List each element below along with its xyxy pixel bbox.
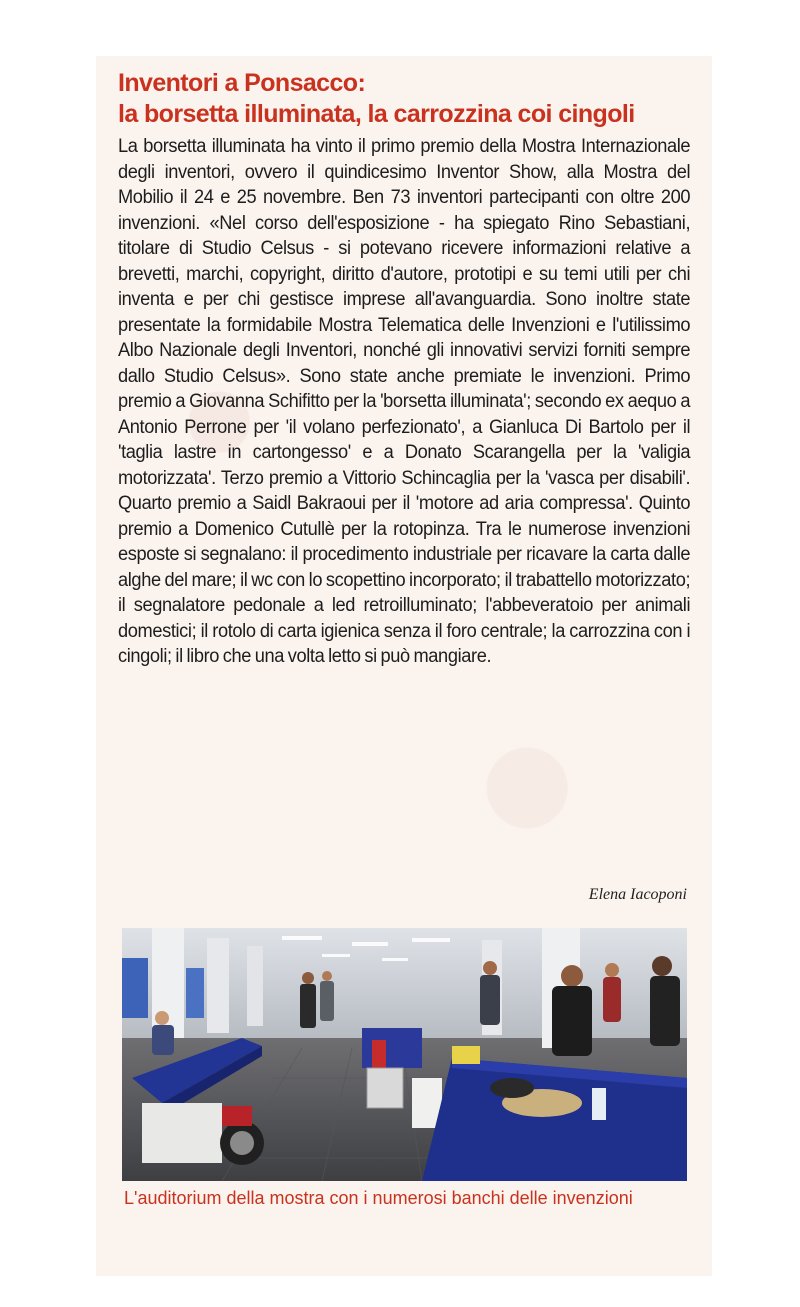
article-body: La borsetta illuminata ha vinto il primo premio della Mostra Internazionale degli inventori, ovvero il quindicesimo Inventor Show, alla Mostra del Mobilio il 24 e 25 novembre. Ben 73 inventori partecipanti con oltre 200 invenzioni. «Nel corso dell'esposizione - ha spiegato Rino Sebastiani, titolare di Studio Celsus - si potevano ricevere informazioni relative a brevetti, marchi, copyright, diritto d'autore, prototipi e su temi utili per chi inventa e per chi gestisce imprese all'avanguardia. Sono inoltre state presentate la formidabile Mostra Telematica delle Invenzioni e l'utilissimo Albo Nazionale degli Inventori, nonché gli innovativi servizi forniti sempre dallo Studio Celsus». Sono state anche premiate le invenzioni. Primo premio a Giovanna Schifitto per la 'borsetta illuminata'; secondo ex aequo a Antonio Perrone per 'il volano perfezionato', a Gianluca Di Bartolo per il 'taglia lastre in cartongesso' e a Donato Scarangella per la 'valigia motorizzata'. Terzo premio a Vittorio Schincaglia per la 'vasca per disabili'. Quarto premio a Saidl Bakraoui per il 'motore ad aria compressa'. Quinto premio a Domenico Cutullè per la rotopinza. Tra le numerose invenzioni esposte si segnalano: il procedimento industriale per ricavare la carta dalle alghe del mare; il wc con lo scopettino incorporato; il trabattello motorizzato; il segnalatore pedonale a led retroilluminato; l'abbeveratoio per animali domestici; il rotolo di carta igienica senza il foro centrale; la carrozzina con i cingoli; il libro che una volta letto si può mangiare. — [118, 136, 691, 667]
auditorium-photo — [122, 928, 687, 1181]
article-title — [118, 68, 690, 130]
title-line-2: la borsetta illuminata, la carrozzina coi cingoli — [118, 100, 635, 128]
title-line-1: Inventori a Ponsacco: — [118, 69, 366, 97]
photo-illustration — [122, 928, 687, 1181]
photo-caption: L'auditorium della mostra con i numerosi banchi delle invenzioni — [124, 1188, 633, 1208]
author-byline: Elena Iacoponi — [588, 886, 687, 903]
article — [118, 68, 690, 670]
